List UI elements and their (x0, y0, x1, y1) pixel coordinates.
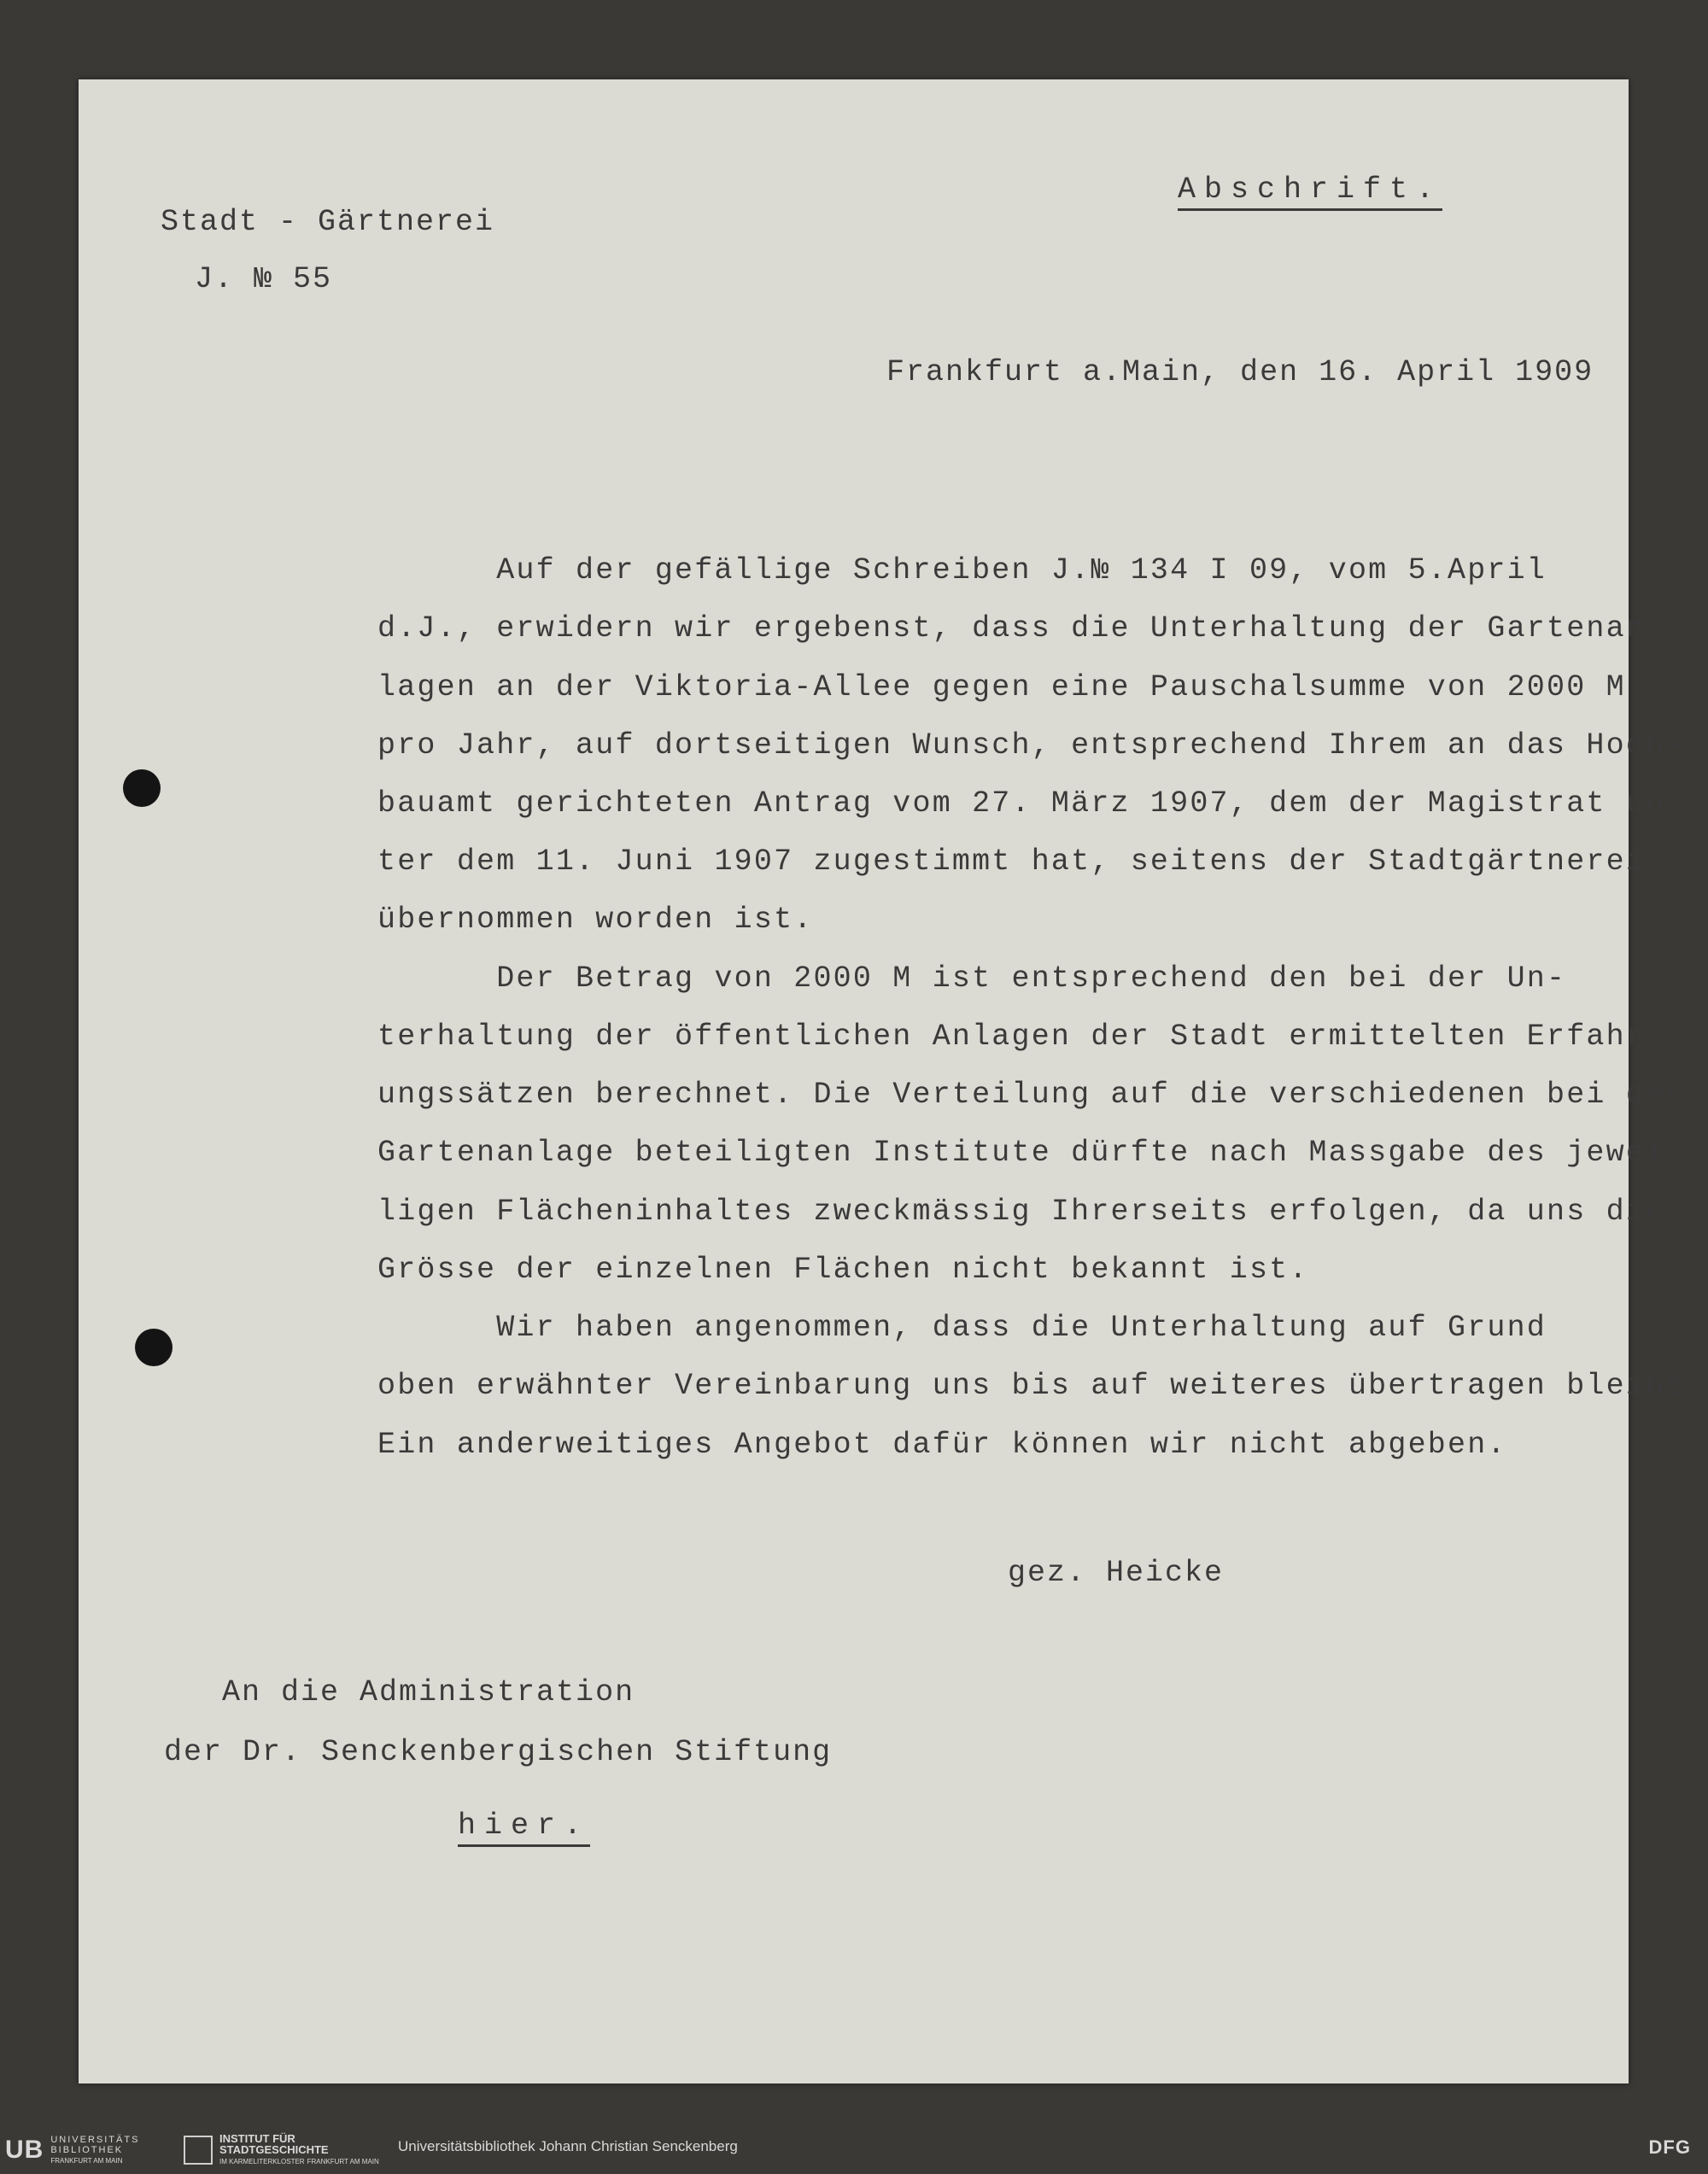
isg-logo-text (219, 2131, 379, 2167)
body-line: Auf der gefällige Schreiben J.№ 134 I 09, vom 5.April (377, 553, 1547, 587)
ub-text-1: UNIVERSITÄTS (50, 2134, 140, 2145)
isg-text-2: STADTGESCHICHTE (219, 2142, 329, 2156)
punch-hole (123, 769, 161, 807)
isg-logo (184, 2131, 379, 2165)
body-line: übernommen worden ist. (377, 903, 814, 937)
ub-logo-text (50, 2135, 139, 2166)
letter-page (79, 79, 1705, 2083)
punch-hole (135, 1329, 173, 1366)
recipient-line-2: der Dr. Senckenbergischen Stiftung (164, 1735, 833, 1769)
body-line: d.J., erwidern wir ergebenst, dass die Unterhaltung der Gartenan- (377, 611, 1666, 646)
dfg-logo: DFG (1648, 2136, 1691, 2158)
body-line: Ein anderweitiges Angebot dafür können wir nicht abgeben. (377, 1428, 1507, 1462)
body-line: Wir haben angenommen, dass die Unterhaltung auf Grund (377, 1311, 1547, 1345)
recipient-line-3: hier. (458, 1811, 590, 1847)
place-date: Frankfurt a.Main, den 16. April 1909 (886, 355, 1594, 389)
body-line: ungssätzen berechnet. Die Verteilung auf die verschiedenen bei der (377, 1078, 1686, 1112)
isg-text-3: IM KARMELITERKLOSTER (219, 2157, 305, 2165)
copy-mark: Abschrift. (1178, 175, 1442, 211)
body-line: Der Betrag von 2000 M ist entsprechend den bei der Un- (377, 961, 1567, 996)
sender-reference: J. № 55 (195, 262, 333, 296)
body-line: bauamt gerichteten Antrag vom 27. März 1907, dem der Magistrat un- (377, 786, 1686, 821)
body-line: ter dem 11. Juni 1907 zugestimmt hat, seitens der Stadtgärtnerei (377, 844, 1647, 879)
footer-credit: Universitätsbibliothek Johann Christian Senckenberg (398, 2138, 738, 2154)
footer-bar (0, 2123, 1708, 2174)
body-line: pro Jahr, auf dortseitigen Wunsch, entsprechend Ihrem an das Hoch- (377, 728, 1686, 763)
ub-logo-mark: UB (5, 2136, 44, 2164)
ub-text-2: BIBLIOTHEK (50, 2144, 124, 2155)
body-line: ligen Flächeninhaltes zweckmässig Ihrerseits erfolgen, da uns die (377, 1195, 1666, 1229)
sender-office: Stadt - Gärtnerei (161, 205, 495, 239)
body-line: Grösse der einzelnen Flächen nicht bekannt ist. (377, 1253, 1309, 1287)
ub-text-3: FRANKFURT AM MAIN (50, 2156, 123, 2165)
isg-text-4: FRANKFURT AM MAIN (307, 2157, 379, 2165)
body-line: lagen an der Viktoria-Allee gegen eine Pauschalsumme von 2000 M (377, 670, 1626, 704)
recipient-line-1: An die Administration (222, 1675, 635, 1709)
body-line: oben erwähnter Vereinbarung uns bis auf weiteres übertragen bleibt. (377, 1369, 1705, 1403)
ub-logo (5, 2135, 139, 2165)
signature: gez. Heicke (1008, 1556, 1225, 1590)
body-line: Gartenanlage beteiligten Institute dürfte nach Massgabe des jewei- (377, 1136, 1686, 1170)
isg-text-1: INSTITUT FÜR (219, 2131, 295, 2145)
body-line: terhaltung der öffentlichen Anlagen der Stadt ermittelten Erfahr- (377, 1020, 1666, 1054)
isg-logo-mark (184, 2136, 213, 2165)
